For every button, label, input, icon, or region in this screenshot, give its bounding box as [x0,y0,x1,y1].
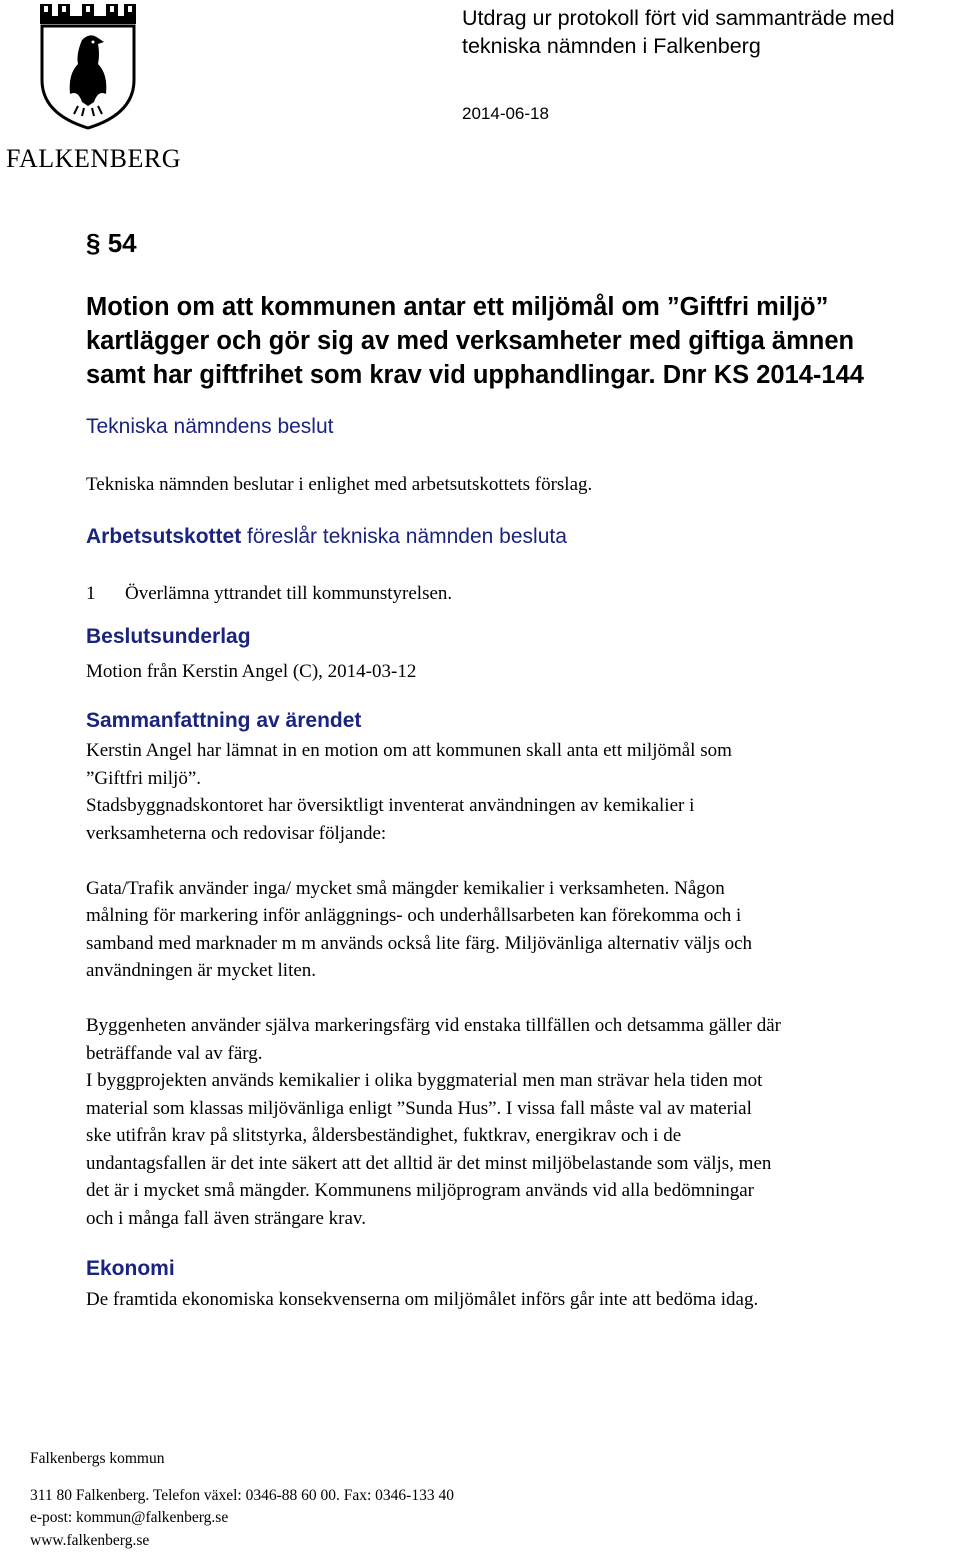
brand-name: FALKENBERG [6,144,181,173]
proposal-item [86,580,452,608]
section-title-line2: kartlägger och gör sig av med verksamheter med giftiga ämnen [86,327,855,355]
economy-text: De framtida ekonomiska konsekvenserna om miljömålet införs går inte att bedöma idag. [86,1289,759,1310]
economy-heading: Ekonomi [86,1257,175,1280]
proposal-heading-rest: föreslår tekniska nämnden besluta [247,525,567,548]
decision-heading: Tekniska nämndens beslut [86,415,334,438]
summary-p3-line1: Gata/Trafik använder inga/ mycket små mängder kemikalier i verksamheten. Någon [86,877,725,899]
section-number [86,228,137,259]
section-number-value: 54 [107,228,137,258]
summary-p5-line5: det är i mycket små mängder. Kommunens miljöprogram används vid alla bedömningar [86,1180,755,1201]
section-sign-icon: § [86,228,108,258]
summary-p1-line1: Kerstin Angel har lämnat in en motion om att kommunen skall anta ett miljömål som [86,740,732,761]
document-header [462,4,895,60]
summary-p5-line4: undantagsfallen är det inte säkert att det alltid är det minst miljöbelastande som väljs, men [86,1152,772,1174]
document-date: 2014-06-18 [462,104,549,123]
header-title-line2: tekniska nämnden i Falkenberg [462,34,761,58]
summary-p5-line1: I byggprojekten används kemikalier i olika byggmaterial men man strävar hela tiden mot [86,1070,763,1091]
footer-address: 311 80 Falkenberg. Telefon växel: 0346-88 60 00. Fax: 0346-133 40 [30,1486,454,1504]
summary-p2-line2: verksamheterna och redovisar följande: [86,822,387,844]
summary-p4-line1: Byggenheten använder själva markeringsfärg vid enstaka tillfällen och detsamma gäller där [86,1015,782,1036]
proposal-item-text: Överlämna yttrandet till kommunstyrelsen. [125,583,453,604]
summary-p2-line1: Stadsbyggnadskontoret har översiktligt inventerat användningen av kemikalier i [86,795,695,816]
footer-web-link[interactable]: www.falkenberg.se [30,1531,150,1549]
basis-text: Motion från Kerstin Angel (C), 2014-03-12 [86,661,417,682]
summary-p3-line2: målning för markering inför anläggnings- och underhållsarbeten kan förekomma och i [86,905,742,926]
falkenberg-crest-logo [38,2,138,130]
section-title-line1: Motion om att kommunen antar ett miljömål om ”Giftfri miljö” [86,293,829,321]
summary-heading: Sammanfattning av ärendet [86,709,362,732]
summary-p1-line2: ”Giftfri miljö”. [86,767,202,789]
section-title-line3: samt har giftfrihet som krav vid upphandlingar. Dnr KS 2014-144 [86,361,864,389]
section-title [86,290,946,392]
proposal-heading-bold: Arbetsutskottet [86,525,242,548]
summary-p4-line2: beträffande val av färg. [86,1042,263,1064]
footer-org: Falkenbergs kommun [30,1450,165,1467]
proposal-heading [86,525,567,549]
summary-p3-line3: samband med marknader m m används också lite färg. Miljövänliga alternativ väljs och [86,932,753,954]
summary-p3-line4: användningen är mycket liten. [86,960,317,981]
summary-p5-line2: material som klassas miljövänliga enligt ”Sunda Hus”. I vissa fall måste val av material [86,1097,752,1119]
proposal-item-number: 1 [86,583,96,604]
basis-heading: Beslutsunderlag [86,625,251,648]
summary-body [86,737,946,1232]
footer-email[interactable]: e-post: kommun@falkenberg.se [30,1509,229,1526]
summary-p5-line6: och i många fall även strängare krav. [86,1207,366,1229]
header-title-line1: Utdrag ur protokoll fört vid sammanträde med [462,6,895,30]
decision-text: Tekniska nämnden beslutar i enlighet med arbetsutskottets förslag. [86,474,593,495]
summary-p5-line3: ske utifrån krav på slitstyrka, åldersbeständighet, fuktkrav, energikrav och i de [86,1125,682,1146]
page-footer [30,1448,454,1552]
